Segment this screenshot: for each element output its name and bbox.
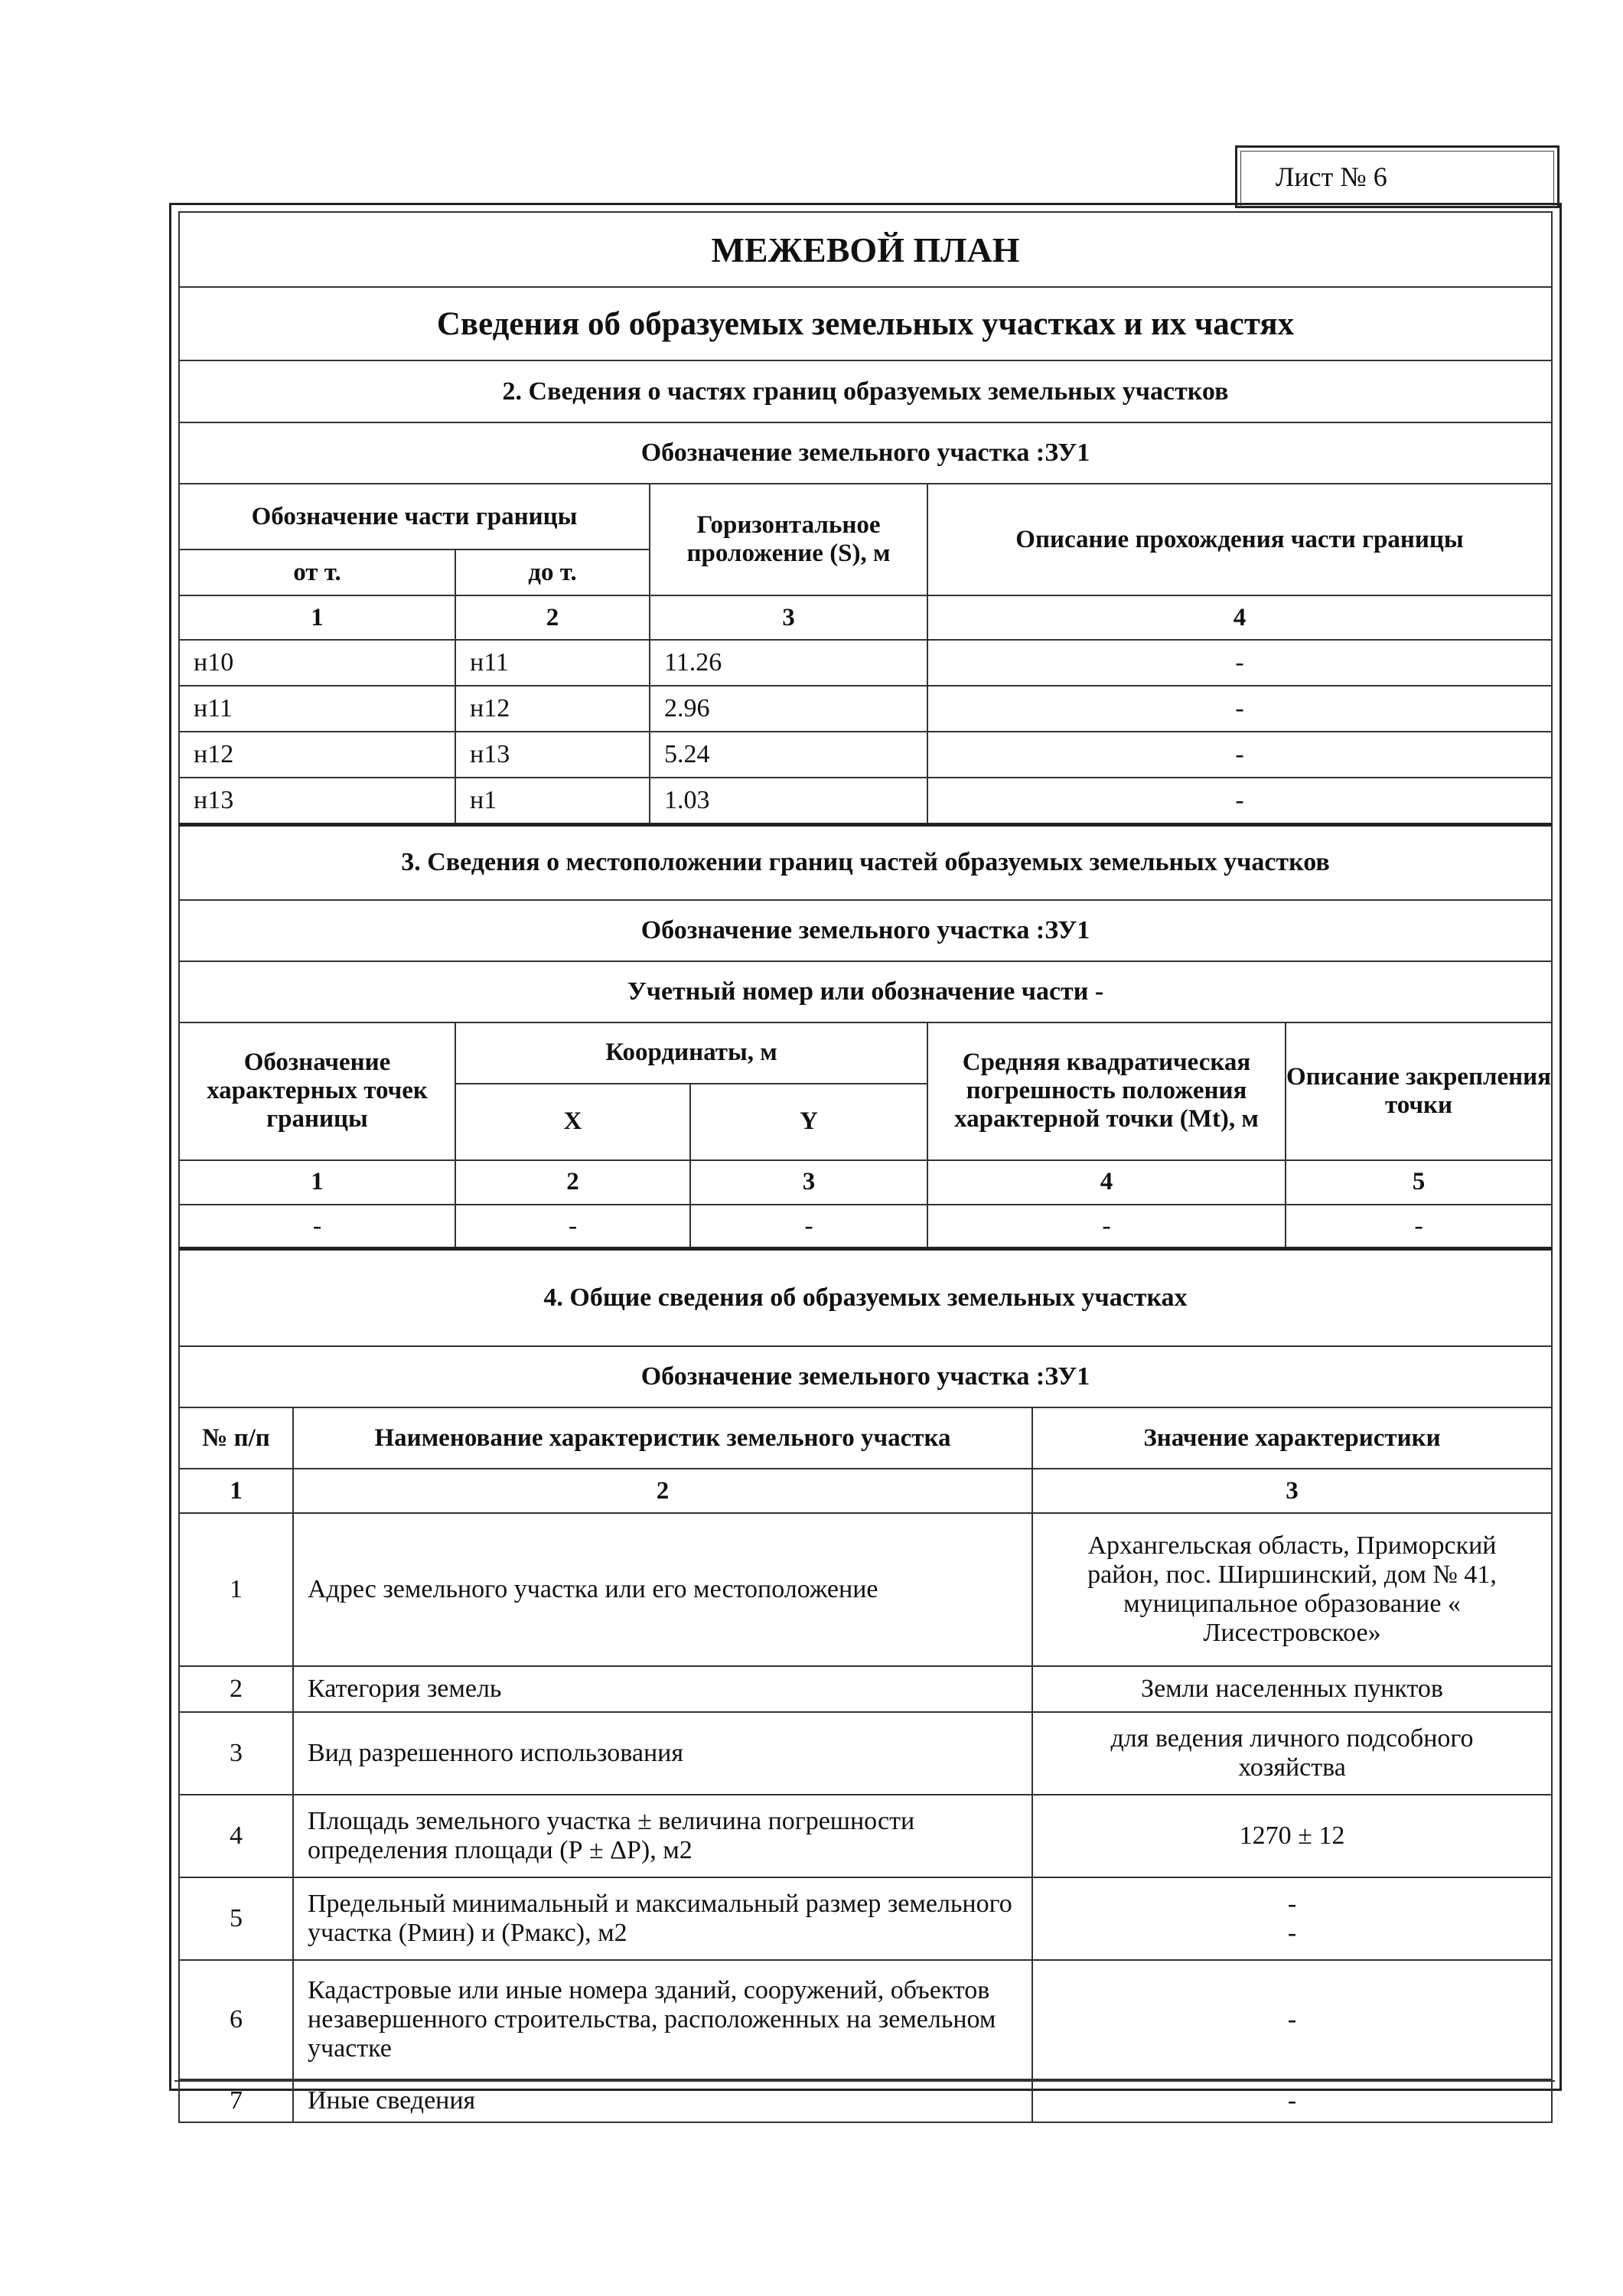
page-subtitle: Сведения об образуемых земельных участках и их частях (179, 287, 1552, 360)
col-boundary-part: Обозначение части границы (179, 484, 650, 550)
characteristic-name: Вид разрешенного использования (293, 1712, 1032, 1795)
table-row (179, 732, 1552, 778)
table-row (179, 1712, 1552, 1795)
table-row (179, 1795, 1552, 1877)
section2-heading: 2. Сведения о частях границ образуемых земельных участков (179, 360, 1552, 422)
table-row (179, 686, 1552, 732)
col-x: X (455, 1084, 690, 1160)
from-point: н11 (179, 686, 455, 732)
value-line: Архангельская область, Приморский (1087, 1531, 1497, 1560)
col-horizontal-length: Горизонтальное проложение (S), м (650, 484, 927, 595)
page-title: МЕЖЕВОЙ ПЛАН (179, 212, 1552, 287)
table-row (179, 640, 1552, 686)
col-number: 3 (1032, 1469, 1552, 1513)
section3-parcel: Обозначение земельного участка :ЗУ1 (179, 900, 1552, 961)
characteristic-name: Площадь земельного участка ± величина погрешности определения площади (Р ± ΔР), м2 (293, 1795, 1032, 1877)
cell-value: - (927, 1205, 1286, 1247)
value-line: муниципальное образование « (1123, 1590, 1461, 1618)
length-value: 1.03 (650, 778, 927, 823)
section3-heading: 3. Сведения о местоположении границ частей образуемых земельных участков (179, 825, 1552, 900)
value-line: Земли населенных пунктов (1141, 1675, 1443, 1703)
col-number: 1 (179, 1160, 455, 1205)
col-number: 4 (927, 1160, 1286, 1205)
description-value: - (927, 778, 1552, 823)
section3-part-number: Учетный номер или обозначение части - (179, 961, 1552, 1022)
table-row (179, 1513, 1552, 1666)
table-row (179, 1877, 1552, 1960)
section4-table (178, 1247, 1553, 2124)
to-point: н1 (455, 778, 650, 823)
cell-value: - (1286, 1205, 1552, 1247)
section3-table (178, 823, 1553, 1248)
col-boundary-points: Обозначение характерных точек границы (179, 1022, 455, 1160)
col-number: 4 (927, 595, 1552, 640)
row-number: 1 (179, 1513, 293, 1666)
to-point: н13 (455, 732, 650, 778)
col-point-fixing: Описание закрепления точки (1286, 1022, 1552, 1160)
row-number: 2 (179, 1666, 293, 1712)
col-characteristic-name: Наименование характеристик земельного участка (293, 1407, 1032, 1469)
document-frame (169, 203, 1562, 2115)
section4-parcel: Обозначение земельного участка :ЗУ1 (179, 1346, 1552, 1407)
characteristic-value (1032, 2079, 1552, 2122)
col-number: 2 (455, 1160, 690, 1205)
col-row-number: № п/п (179, 1407, 293, 1469)
col-number: 1 (179, 1469, 293, 1513)
value-line: Лисестровское» (1203, 1619, 1381, 1647)
table-row (179, 1960, 1552, 2079)
characteristic-name: Адрес земельного участка или его местоположение (293, 1513, 1032, 1666)
value-line: - (1287, 1919, 1297, 1947)
col-to-point: до т. (455, 550, 650, 595)
cell-value: - (455, 1205, 690, 1247)
col-number: 2 (455, 595, 650, 640)
value-line: район, пос. Ширшинский, дом № 41, (1087, 1561, 1497, 1589)
col-y: Y (690, 1084, 927, 1160)
from-point: н12 (179, 732, 455, 778)
title-table (178, 211, 1553, 361)
cell-value: - (179, 1205, 455, 1247)
value-line: - (1287, 2005, 1297, 2033)
col-number: 2 (293, 1469, 1032, 1513)
value-line: - (1287, 2086, 1297, 2115)
characteristic-name: Кадастровые или иные номера зданий, сооружений, объектов незавершенного строительства, расположенных на земельном участке (293, 1960, 1032, 2079)
col-number: 3 (650, 595, 927, 640)
value-line: хозяйства (1238, 1753, 1346, 1782)
value-line: - (1287, 1890, 1297, 1918)
row-number: 6 (179, 1960, 293, 2079)
sheet-number: Лист № 6 (1276, 161, 1387, 192)
characteristic-value (1032, 1795, 1552, 1877)
from-point: н10 (179, 640, 455, 686)
characteristic-name: Категория земель (293, 1666, 1032, 1712)
characteristic-value (1032, 1877, 1552, 1960)
col-coordinates: Координаты, м (455, 1022, 927, 1084)
length-value: 5.24 (650, 732, 927, 778)
document-content (178, 211, 1553, 2123)
characteristic-value (1032, 1513, 1552, 1666)
cell-value: - (690, 1205, 927, 1247)
characteristic-name: Иные сведения (293, 2079, 1032, 2122)
description-value: - (927, 686, 1552, 732)
section2-table (178, 360, 1553, 824)
row-number: 4 (179, 1795, 293, 1877)
to-point: н11 (455, 640, 650, 686)
characteristic-value (1032, 1666, 1552, 1712)
col-boundary-description: Описание прохождения части границы (927, 484, 1552, 595)
table-row (179, 2079, 1552, 2122)
description-value: - (927, 640, 1552, 686)
table-row (179, 778, 1552, 823)
value-line: для ведения личного подсобного (1110, 1724, 1474, 1753)
col-mean-square-error: Средняя квадратическая погрешность положения характерной точки (Mt), м (927, 1022, 1286, 1160)
section2-parcel: Обозначение земельного участка :ЗУ1 (179, 422, 1552, 484)
section4-heading: 4. Общие сведения об образуемых земельных участках (179, 1248, 1552, 1346)
characteristic-name: Предельный минимальный и максимальный размер земельного участка (Рмин) и (Рмакс), м2 (293, 1877, 1032, 1960)
value-line: 1270 ± 12 (1239, 1821, 1345, 1850)
col-number: 5 (1286, 1160, 1552, 1205)
col-number: 1 (179, 595, 455, 640)
length-value: 2.96 (650, 686, 927, 732)
bottom-rule (174, 2080, 1555, 2082)
row-number: 7 (179, 2079, 293, 2122)
col-characteristic-value: Значение характеристики (1032, 1407, 1552, 1469)
characteristic-value (1032, 1960, 1552, 2079)
from-point: н13 (179, 778, 455, 823)
row-number: 5 (179, 1877, 293, 1960)
length-value: 11.26 (650, 640, 927, 686)
description-value: - (927, 732, 1552, 778)
row-number: 3 (179, 1712, 293, 1795)
to-point: н12 (455, 686, 650, 732)
characteristic-value (1032, 1712, 1552, 1795)
col-number: 3 (690, 1160, 927, 1205)
col-from-point: от т. (179, 550, 455, 595)
table-row (179, 1666, 1552, 1712)
table-row (179, 1205, 1552, 1247)
sheet-number-box (1235, 145, 1559, 208)
